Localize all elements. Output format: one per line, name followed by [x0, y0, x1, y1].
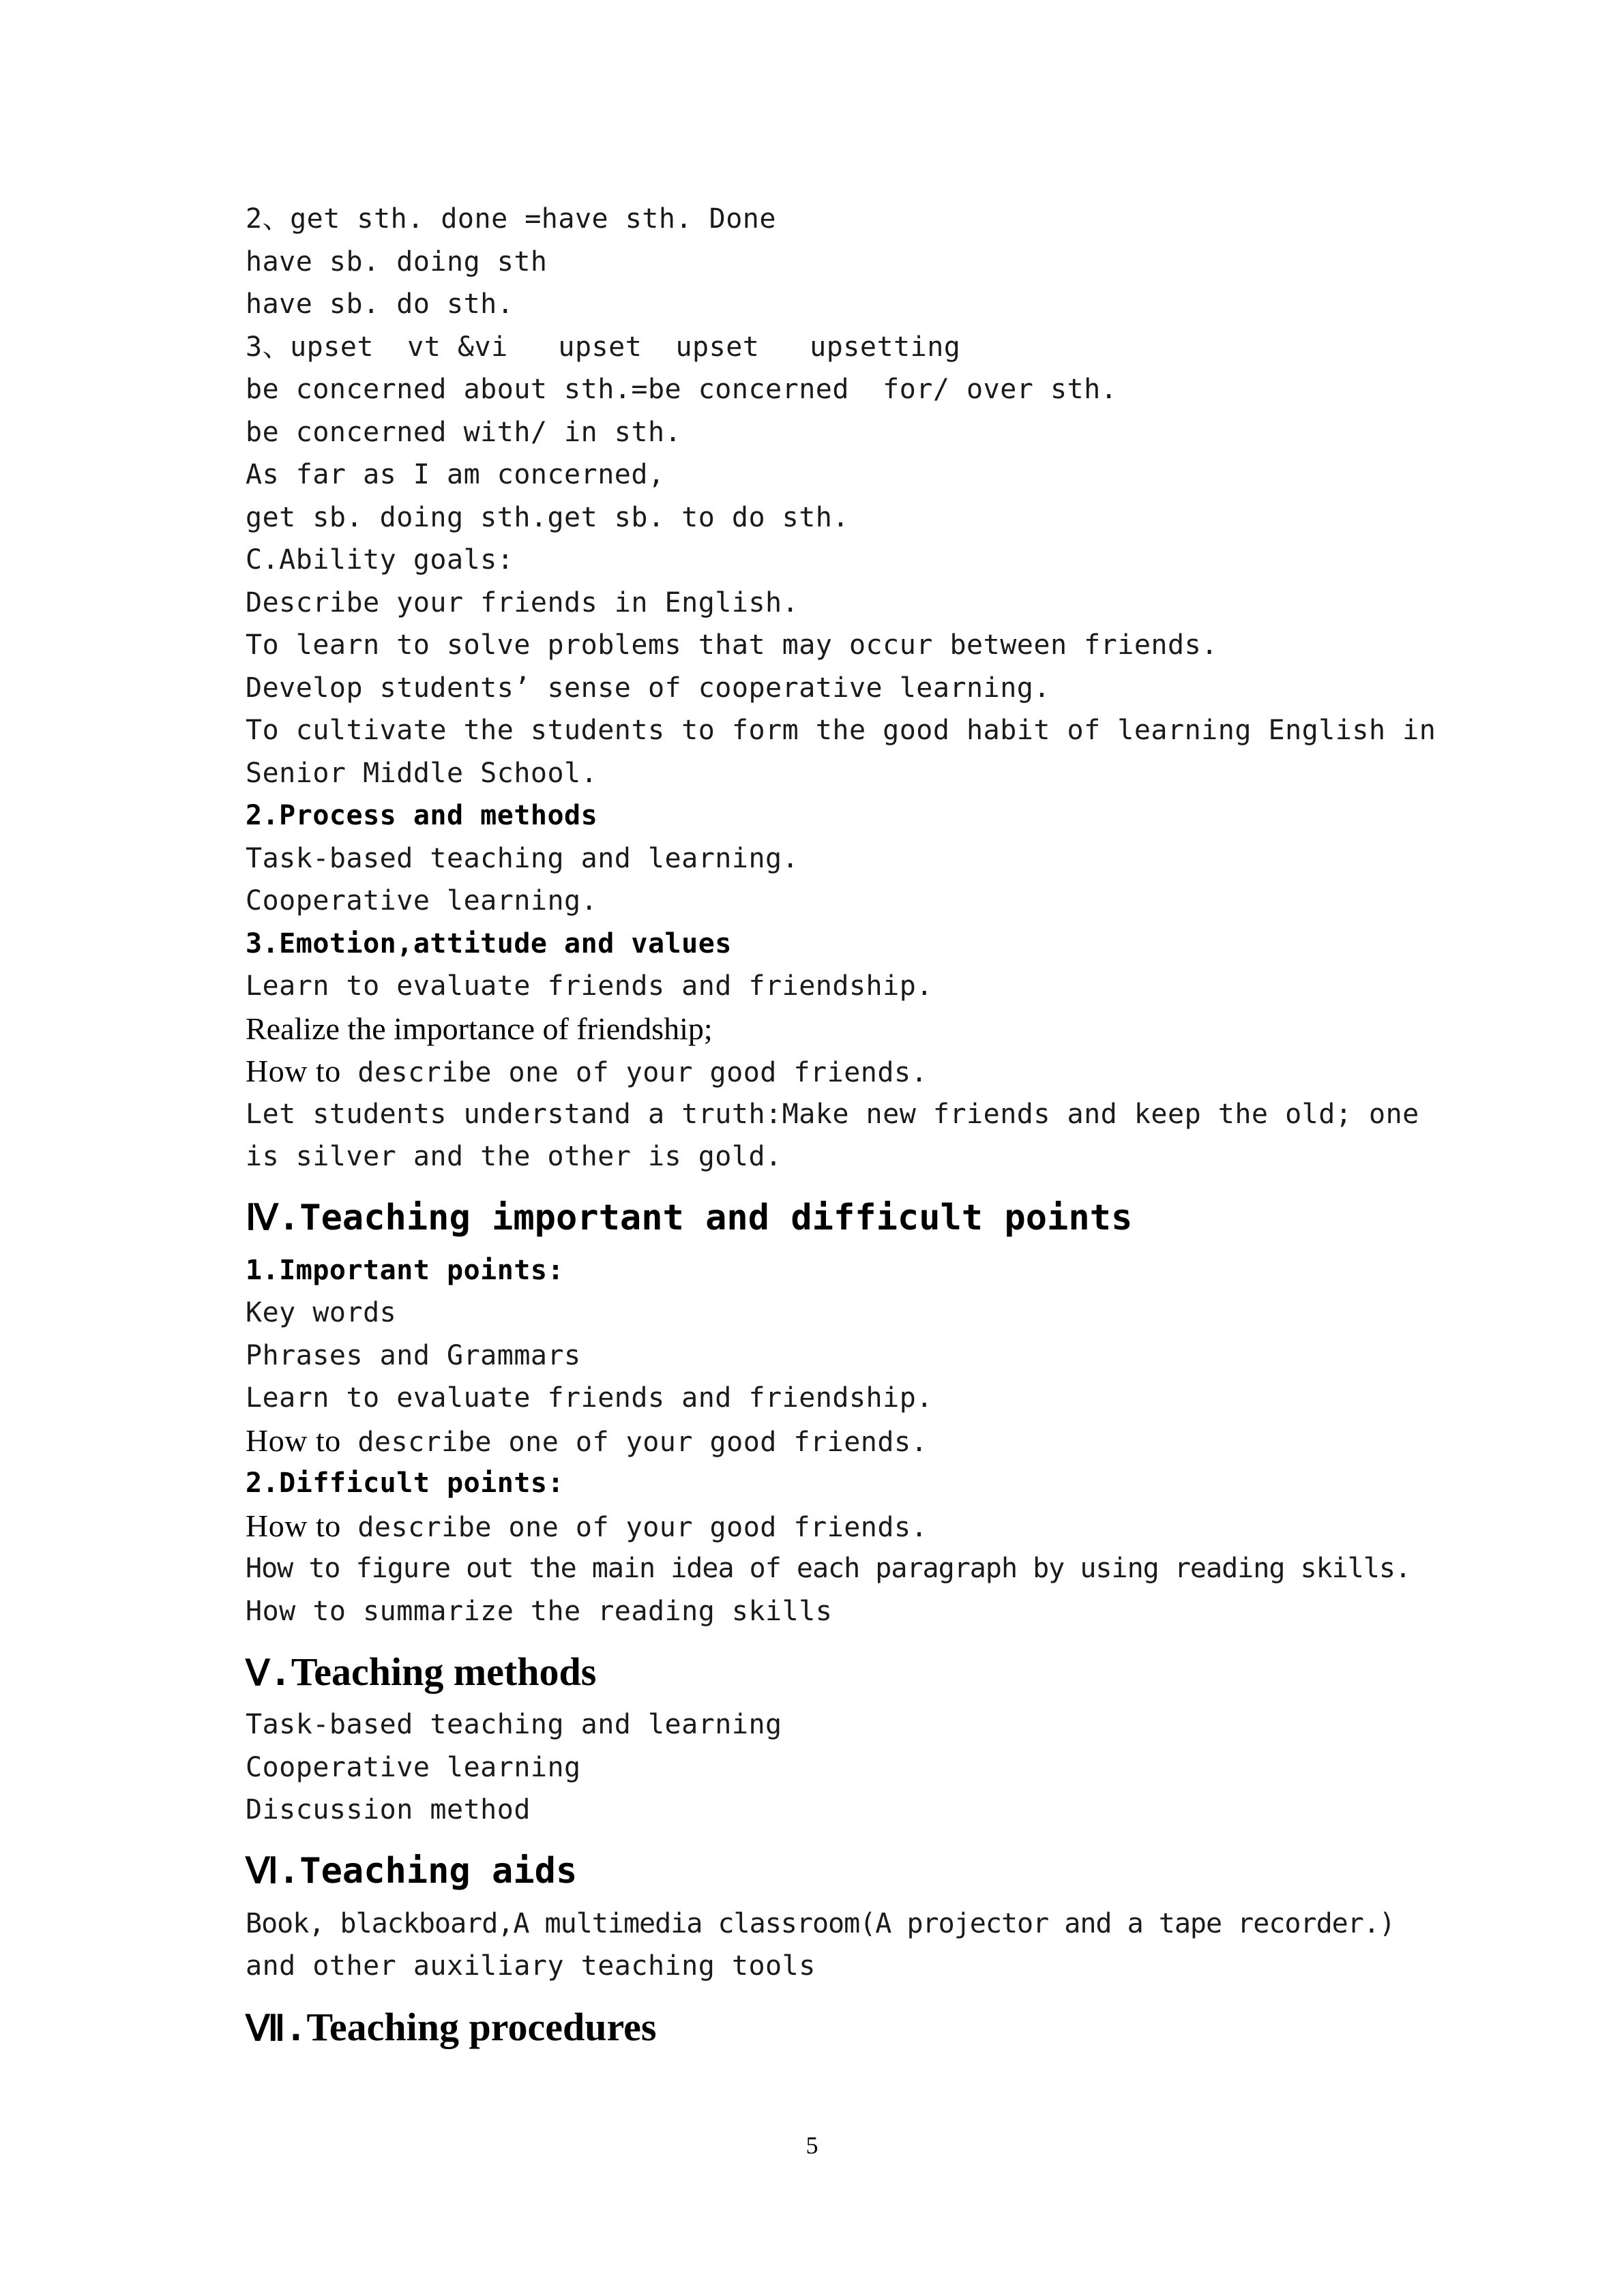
- text-line: Task-based teaching and learning.: [246, 842, 799, 874]
- difficult-points-heading: 2.Difficult points:: [246, 1467, 565, 1499]
- text-line: To cultivate the students to form the good habit of learning English in: [246, 715, 1436, 746]
- roman-numeral: Ⅴ.: [246, 1653, 291, 1694]
- text-line: [246, 1050, 1391, 1093]
- text-line: Describe your friends in English.: [246, 586, 799, 618]
- how-to-prefix: How to: [246, 1422, 341, 1458]
- ability-goals-label: C.Ability goals:: [246, 544, 514, 576]
- spacer: [246, 1632, 1391, 1641]
- line-rest: describe one of your good friends.: [340, 1057, 928, 1088]
- text-line: 2、get sth. done =have sth. Done: [246, 203, 776, 235]
- process-methods-heading: 2.Process and methods: [246, 800, 598, 831]
- text-line: How to summarize the reading skills: [246, 1595, 833, 1627]
- spacer: [246, 1988, 1391, 1996]
- text-line: Cooperative learning: [246, 1751, 581, 1783]
- text-line: [246, 1505, 1391, 1548]
- heading-title: Teaching methods: [291, 1650, 597, 1694]
- how-to-prefix: How to: [246, 1054, 341, 1088]
- text-line: Learn to evaluate friends and friendship.: [246, 970, 933, 1002]
- heading-title: Teaching procedures: [306, 2004, 657, 2049]
- text-line: Develop students’ sense of cooperative learning.: [246, 672, 1050, 704]
- text-line: Key words: [246, 1297, 397, 1328]
- spacer: [246, 1832, 1391, 1840]
- text-line: and other auxiliary teaching tools: [246, 1950, 816, 1982]
- text-line: [246, 1420, 1391, 1463]
- important-points-heading: 1.Important points:: [246, 1254, 565, 1286]
- text-line: Cooperative learning.: [246, 885, 598, 916]
- text-line: Discussion method: [246, 1794, 531, 1825]
- text-line: be concerned with/ in sth.: [246, 416, 682, 448]
- line-rest: describe one of your good friends.: [340, 1426, 928, 1458]
- text-line: Learn to evaluate friends and friendship.: [246, 1382, 933, 1414]
- emotion-attitude-heading: 3.Emotion,attitude and values: [246, 927, 732, 959]
- text-line: How to figure out the main idea of each paragraph by using reading skills.: [246, 1553, 1411, 1584]
- text-line: have sb. do sth.: [246, 288, 514, 320]
- text-line: To learn to solve problems that may occur between friends.: [246, 629, 1218, 661]
- text-line: get sb. doing sth.get sb. to do sth.: [246, 501, 849, 533]
- spacer: [246, 1178, 1391, 1187]
- text-line: Realize the importance of friendship;: [246, 1011, 713, 1046]
- text-line: Task-based teaching and learning: [246, 1709, 782, 1740]
- section-heading-teaching-procedures: [246, 1996, 1391, 2059]
- section-heading-teaching-methods: [246, 1641, 1391, 1703]
- page-number: 5: [806, 2132, 818, 2159]
- text-line: have sb. doing sth: [246, 245, 548, 278]
- section-heading-important-difficult: Ⅳ.Teaching important and difficult points: [246, 1197, 1133, 1238]
- text-line: Senior Middle School.: [246, 757, 598, 789]
- section-heading-teaching-aids: Ⅵ.Teaching aids: [246, 1850, 578, 1892]
- text-line: be concerned about sth.=be concerned for/ over sth.: [246, 374, 1118, 405]
- text-line: Phrases and Grammars: [246, 1339, 581, 1371]
- how-to-prefix: How to: [246, 1508, 341, 1543]
- text-line: is silver and the other is gold.: [246, 1141, 782, 1172]
- text-line: 3、upset vt &vi upset upset upsetting: [246, 331, 961, 363]
- text-line: Book, blackboard,A multimedia classroom(A projector and a tape recorder.): [246, 1907, 1395, 1939]
- text-line: As far as I am concerned,: [246, 459, 665, 490]
- text-line: Let students understand a truth:Make new friends and keep the old; one: [246, 1098, 1419, 1130]
- line-rest: describe one of your good friends.: [340, 1511, 928, 1543]
- page-content: [246, 198, 1436, 2059]
- roman-numeral: Ⅶ.: [246, 2008, 307, 2049]
